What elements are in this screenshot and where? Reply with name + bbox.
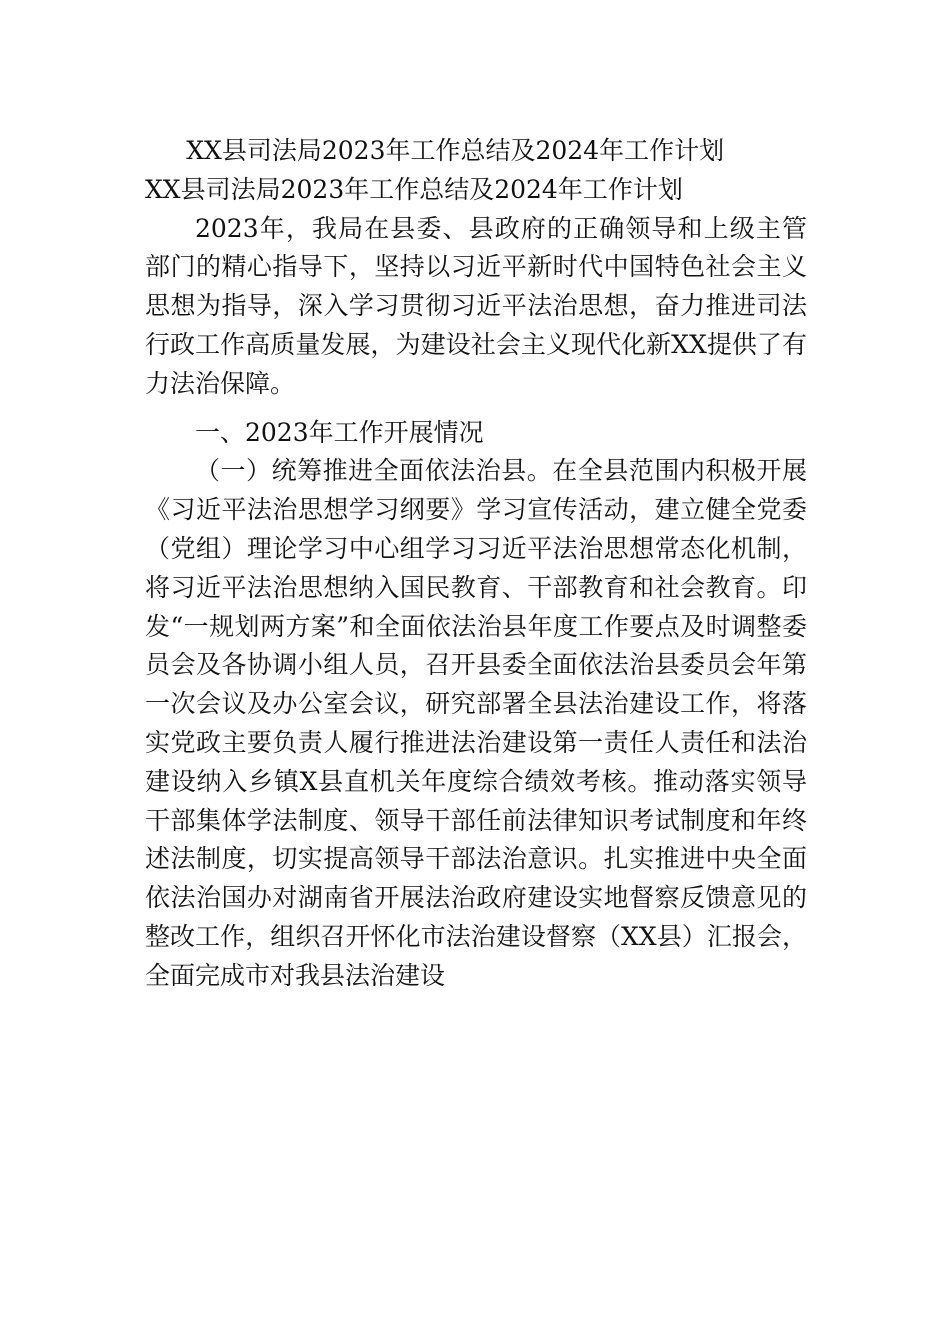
intro-paragraph: 2023年，我局在县委、县政府的正确领导和上级主管部门的精心指导下，坚持以习近平新时代中国特色社会主义思想为指导，深入学习贯彻习近平法治思想，奋力推进司法行政工作高质量发展，为建设社会主义现代化新XX提供了有力法治保障。 [145,213,807,398]
document-subtitle: XX县司法局2023年工作总结及2024年工作计划 [145,174,683,204]
document-title: XX县司法局2023年工作总结及2024年工作计划 [186,136,725,165]
body-paragraph: （一）统筹推进全面依法治县。在全县范围内积极开展《习近平法治思想学习纲要》学习宣传活动，建立健全党委（党组）理论学习中心组学习习近平法治思想常态化机制，将习近平法治思想纳入国民教育、干部教育和社会教育。印发“一规划两方案”和全面依法治县年度工作要点及时调整委员会及各协调小组人员，召开县委全面依法治县委员会年第一次会议及办公室会议，研究部署全县法治建设工作，将落实党政主要负责人履行推进法治建设第一责任人责任和法治建设纳入乡镇X县直机关年度综合绩效考核。推动落实领导干部集体学法制度、领导干部任前法律知识考试制度和年终述法制度，切实提高领导干部法治意识。扎实推进中央全面依法治国办对湖南省开展法治政府建设实地督察反馈意见的整改工作，组织召开怀化市法治建设督察（XX县）汇报会，全面完成市对我县法治建设 [145,456,807,990]
document-body [145,132,807,996]
section-heading: 一、2023年工作开展情况 [195,417,484,447]
